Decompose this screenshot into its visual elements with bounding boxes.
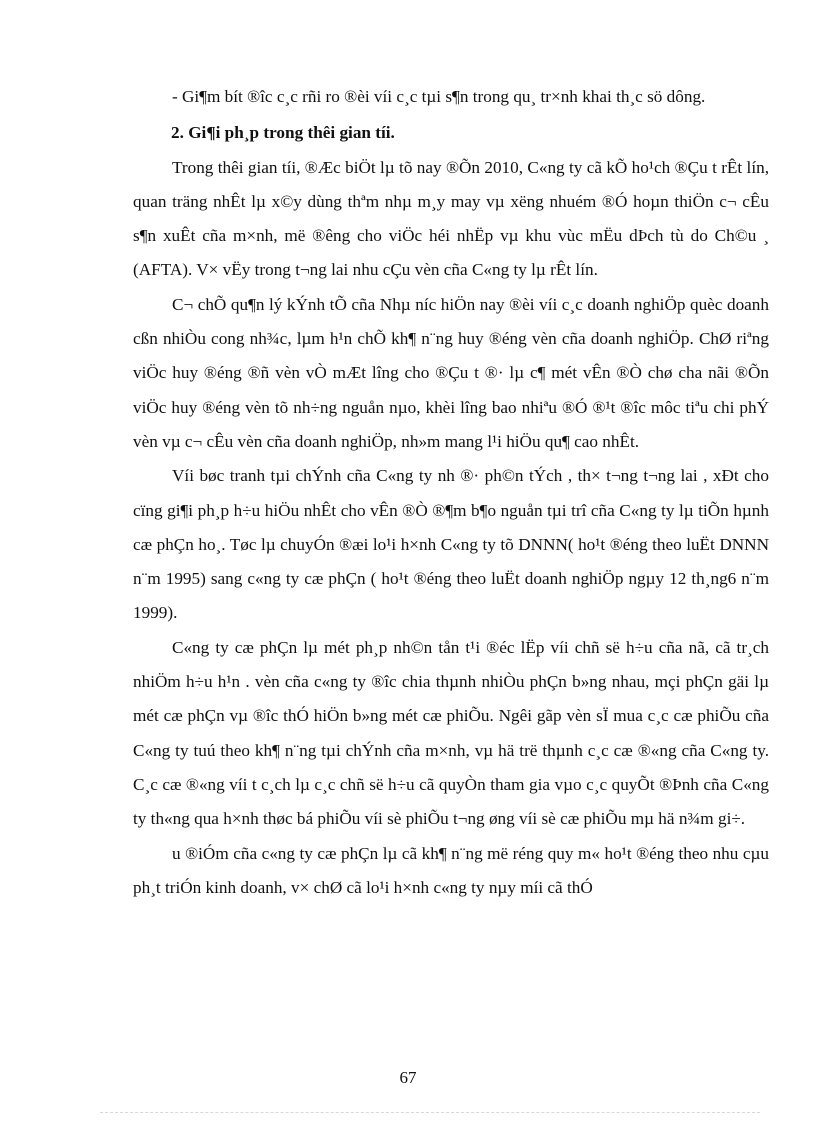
intro-line: - Gi¶m bít ®îc c¸c rñi ro ®èi víi c¸c tµi s¶n trong qu¸ tr×nh khai th¸c sö dông. [172, 87, 706, 106]
paragraph-1: Trong thêi gian tíi, ®Æc biÖt lµ tõ nay ®Õn 2010, C«ng ty cã kÕ ho¹ch ®Çu t rÊt lín, quan träng nhÊt lµ x©y dùng thªm nhµ m¸y may vµ xëng nhuém ®Ó hoµn thiÖn c¬ cÊu s¶n xuÊt cña m×nh, më ®êng cho viÖc héi nhËp vµ khu vùc mËu dÞch tù do Ch©u ¸ (AFTA). V× vËy trong t¬ng lai nhu cÇu vèn cña C«ng ty lµ rÊt lín. [133, 157, 769, 280]
paragraph-5: u ®iÓm cña c«ng ty cæ phÇn lµ cã kh¶ n¨ng më réng quy m« ho¹t ®éng theo nhu cµu ph¸t triÓn kinh doanh, v× chØ cã lo¹i h×nh c«ng ty nµy míi cã thÓ [133, 843, 769, 897]
paragraph-3: Víi bøc tranh tµi chÝnh cña C«ng ty nh ®· ph©n tÝch , th× t¬ng t¬ng lai , xÐt cho cïng gi¶i ph¸p h÷u hiÖu nhÊt cho vÊn ®Ò ®¶m b¶o nguån tµi trî cña C«ng ty lµ tiÕn hµnh cæ phÇn ho¸. Tøc lµ chuyÓn ®æi lo¹i h×nh C«ng ty tõ DNNN( ho¹t ®éng theo luËt DNNN n¨m 1995) sang c«ng ty cæ phÇn ( ho¹t ®éng theo luËt doanh nghiÖp ngµy 12 th¸ng6 n¨m 1999). [133, 466, 769, 623]
paragraph-4: C«ng ty cæ phÇn lµ mét ph¸p nh©n tån t¹i ®éc lËp víi chñ së h÷u cña nã, cã tr¸ch nhiÖm h÷u h¹n . vèn cña c«ng ty ®îc chia thµnh nhiÒu phÇn b»ng nhau, mçi phÇn gäi lµ mét cæ phÇn vµ ®îc thÓ hiÖn b»ng mét cæ phiÕu. Ngêi gãp vèn sÏ mua c¸c cæ phiÕu cña C«ng ty tuú theo kh¶ n¨ng tµi chÝnh cña m×nh, vµ hä trë thµnh c¸c cæ ®«ng cña C«ng ty. C¸c cæ ®«ng víi t c¸ch lµ c¸c chñ së h÷u cã quyÒn tham gia vµo c¸c quyÕt ®Þnh cña C«ng ty th«ng qua h×nh thøc bá phiÕu víi sè phiÕu t¬ng øng víi sè cæ phiÕu mµ hä n¾m gi÷. [133, 637, 769, 829]
paragraph-2: C¬ chÕ qu¶n lý kÝnh tÕ cña Nhµ níc hiÖn nay ®èi víi c¸c doanh nghiÖp quèc doanh cßn nhiÒu cong nh¾c, lµm h¹n chÕ kh¶ n¨ng huy ®éng vèn cña doanh nghiÖp. ChØ riªng viÖc huy ®éng ®ñ vèn vÒ mÆt lîng cho ®Çu t ®· lµ c¶ mét vÊn ®Ò chø cha nãi ®Õn viÖc huy ®éng vèn tõ nh÷ng nguån nµo, khèi lîng bao nhiªu ®Ó ®¹t ®îc môc tiªu chi phÝ vèn vµ c¬ cÊu vèn cña doanh nghiÖp, nh»m mang l¹i hiÖu qu¶ cao nhÊt. [133, 294, 769, 451]
section-heading: 2. Gi¶i ph¸p trong thêi gian tíi. [171, 123, 395, 143]
bottom-divider [100, 1112, 760, 1113]
page-number: 67 [399, 1068, 417, 1087]
body-text [133, 80, 769, 905]
